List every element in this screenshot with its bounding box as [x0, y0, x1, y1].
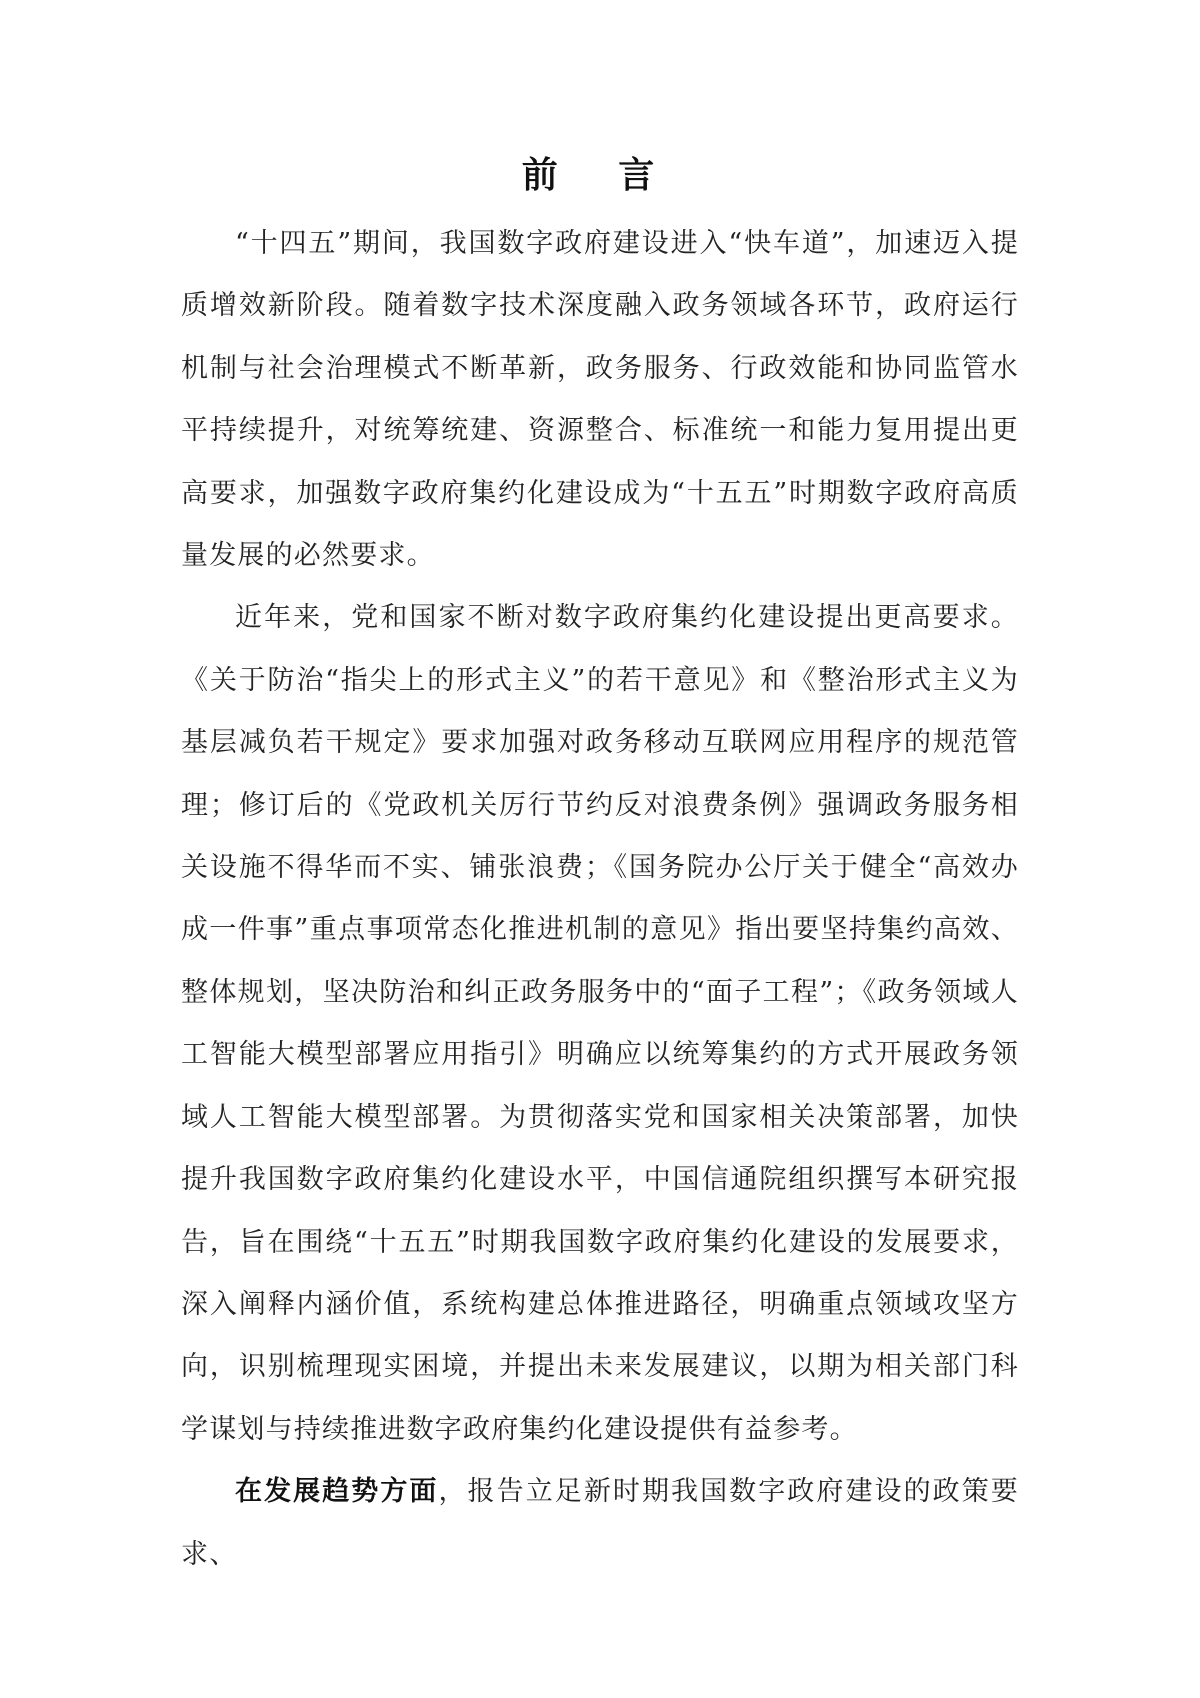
page-title: 前 言 — [521, 155, 679, 196]
paragraph-3 — [181, 1461, 1019, 1586]
paragraph-3-bold-lead: 在发展趋势方面 — [235, 1476, 439, 1508]
paragraph-3-text: ，报告立足新时期我国数字政府建设的政策要求、 — [181, 1476, 1019, 1570]
paragraph-1: “十四五”期间，我国数字政府建设进入“快车道”，加速迈入提质增效新阶段。随着数字技术深度融入政务领域各环节，政府运行机制与社会治理模式不断革新，政务服务、行政效能和协同监管水平持续提升，对统筹统建、资源整合、标准统一和能力复用提出更高要求，加强数字政府集约化建设成为“十五五”时期数字政府高质量发展的必然要求。 — [181, 228, 1019, 572]
preface-body — [181, 213, 1019, 1586]
paragraph-2: 近年来，党和国家不断对数字政府集约化建设提出更高要求。《关于防治“指尖上的形式主义”的若干意见》和《整治形式主义为基层减负若干规定》要求加强对政务移动互联网应用程序的规范管理；修订后的《党政机关厉行节约反对浪费条例》强调政务服务相关设施不得华而不实、铺张浪费；《国务院办公厅关于健全“高效办成一件事”重点事项常态化推进机制的意见》指出要坚持集约高效、整体规划，坚决防治和纠正政务服务中的“面子工程”；《政务领域人工智能大模型部署应用指引》明确应以统筹集约的方式开展政务领域人工智能大模型部署。为贯彻落实党和国家相关决策部署，加快提升我国数字政府集约化建设水平，中国信通院组织撰写本研究报告，旨在围绕“十五五”时期我国数字政府集约化建设的发展要求，深入阐释内涵价值，系统构建总体推进路径，明确重点领域攻坚方向，识别梳理现实困境，并提出未来发展建议，以期为相关部门科学谋划与持续推进数字政府集约化建设提供有益参考。 — [181, 602, 1019, 1445]
